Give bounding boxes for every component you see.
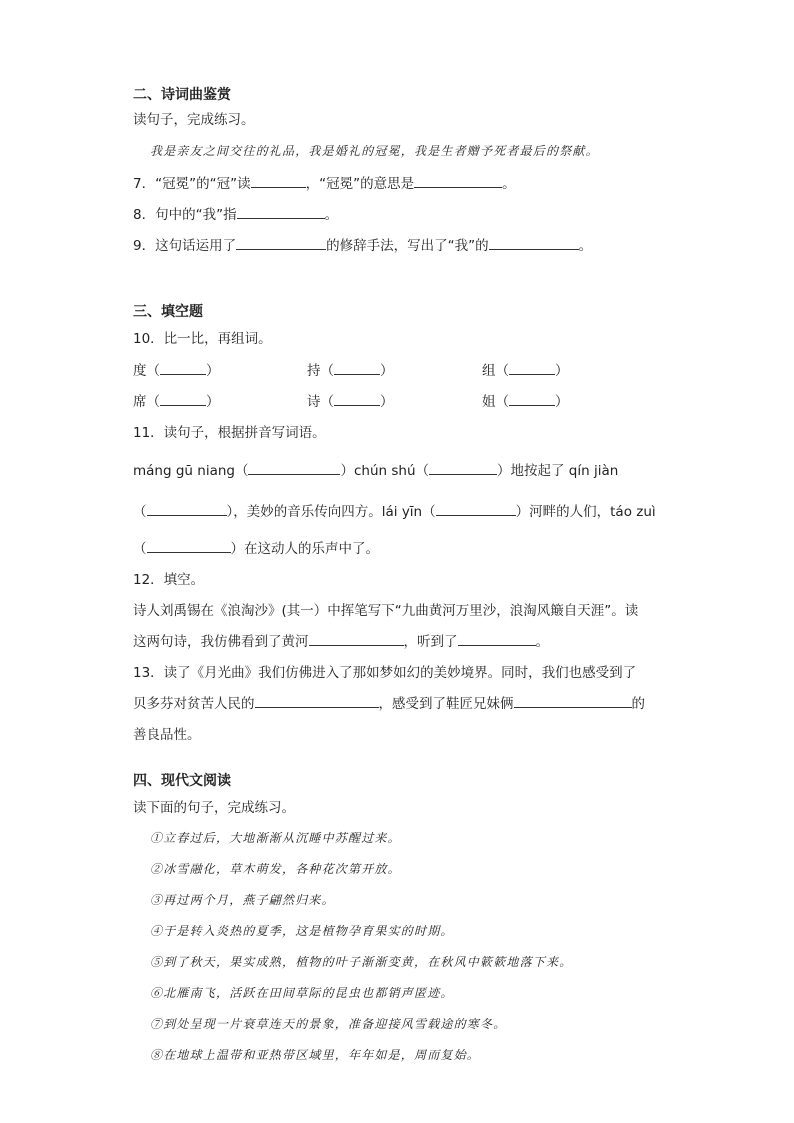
q12-line-2 [133,630,549,650]
q11-text: （ [133,541,147,557]
reading-sentence: ⑤到了秋天，果实成熟，植物的叶子渐渐变黄，在秋风中簌簌地落下来。 [150,955,573,969]
section-heading-reading: 四、现代文阅读 [133,773,231,789]
paren-close: ） [380,394,394,410]
char-label: 组（ [482,363,509,379]
q13-blank-1[interactable] [255,694,379,708]
reading-sentence: ①立春过后，大地渐渐从沉睡中苏醒过来。 [150,831,401,845]
q10-blank[interactable] [160,361,206,375]
question-8 [133,203,338,223]
q12-text: ，听到了 [403,634,458,650]
q11-text: ）地按起了 qín jiàn [497,463,619,479]
q11-text: （ [133,504,147,520]
reading-sentence: ④于是转入炎热的夏季，这是植物孕育果实的时期。 [150,924,454,938]
q10-blank[interactable] [334,392,380,406]
q10-blank[interactable] [509,361,555,375]
q10-item-2 [307,359,394,379]
question-12: 12．填空。 [133,572,205,588]
q12-blank-see[interactable] [309,632,404,646]
char-label: 度（ [133,363,160,379]
q7-blank-meaning[interactable] [414,174,502,188]
q9-blank-trait[interactable] [489,236,579,250]
q11-blank-1[interactable] [248,461,340,475]
reading-sentence: ⑦到处呈现一片衰草连天的景象，准备迎接风雪载途的寒冬。 [150,1017,507,1031]
question-9 [133,234,592,254]
q11-text: máng gū niang（ [133,463,249,479]
q12-line-1: 诗人刘禹锡在《浪淘沙》(其一）中挥笔写下“九曲黄河万里沙，浪淘风簸自天涯”。读 [133,603,639,619]
q9-blank-rhetoric[interactable] [236,236,326,250]
q11-blank-4[interactable] [436,502,516,516]
paren-close: ） [206,394,220,410]
q11-line-1 [133,459,618,479]
q10-item-4 [133,390,220,410]
q11-blank-2[interactable] [429,461,497,475]
q10-item-1 [133,359,220,379]
q11-line-3 [133,537,379,557]
q9-text-b: 的修辞手法，写出了“我”的 [326,238,489,254]
q8-text-b: 。 [324,207,339,223]
question-10: 10．比一比，再组词。 [133,331,272,347]
char-label: 姐（ [482,394,509,410]
q13-text: 贝多芬对贫苦人民的 [133,696,255,712]
instruction-text: 读下面的句子，完成练习。 [133,800,295,816]
section-heading-poetry: 二、诗词曲鉴赏 [133,87,231,103]
section-heading-fill: 三、填空题 [133,304,203,320]
q11-blank-3[interactable] [147,502,227,516]
char-label: 诗（ [307,394,334,410]
q8-text-a: 8．句中的“我”指 [133,207,237,223]
q8-blank[interactable] [237,205,325,219]
q10-item-5 [307,390,394,410]
q12-blank-hear[interactable] [458,632,536,646]
quote-sentence: 我是亲友之间交往的礼品，我是婚礼的冠冕，我是生者赠予死者最后的祭献。 [150,144,599,158]
q11-text: ）河畔的人们，táo zuì [515,504,656,520]
reading-sentence: ⑧在地球上温带和亚热带区域里，年年如是，周而复始。 [150,1048,481,1062]
reading-sentence: ③再过两个月，燕子翩然归来。 [150,893,335,907]
reading-sentence: ⑥北雁南飞，活跃在田间草际的昆虫也都销声匿迹。 [150,986,454,1000]
q7-text-c: 。 [502,176,516,192]
char-label: 持（ [307,363,334,379]
q13-line-1: 13．读了《月光曲》我们仿佛进入了那如梦如幻的美妙境界。同时，我们也感受到了 [133,665,637,681]
q13-text: ，感受到了鞋匠兄妹俩 [378,696,514,712]
q11-text: ）在这动人的乐声中了。 [230,541,379,557]
q13-line-2 [133,692,645,712]
q11-blank-5[interactable] [147,539,231,553]
q7-blank-reading[interactable] [251,174,306,188]
q11-text: ），美妙的音乐传向四方。lái yīn（ [226,504,436,520]
char-label: 席（ [133,394,160,410]
q13-text: 的 [631,696,645,712]
q11-line-2 [133,500,656,520]
q10-blank[interactable] [160,392,206,406]
question-11: 11．读句子，根据拼音写词语。 [133,425,326,441]
q10-blank[interactable] [334,361,380,375]
q11-text: ）chún shú（ [340,463,429,479]
instruction-text: 读句子，完成练习。 [133,112,255,128]
q7-text-b: ，“冠冕”的意思是 [305,176,415,192]
q10-item-6 [482,390,569,410]
q10-item-3 [482,359,569,379]
paren-close: ） [380,363,394,379]
paren-close: ） [555,394,569,410]
q7-text-a: 7．“冠冕”的“冠”读 [133,176,251,192]
q9-text-a: 9．这句话运用了 [133,238,237,254]
paren-close: ） [206,363,220,379]
q10-blank[interactable] [509,392,555,406]
q12-text: 这两句诗，我仿佛看到了黄河 [133,634,309,650]
q9-text-c: 。 [578,238,593,254]
question-7 [133,172,516,192]
q13-blank-2[interactable] [514,694,632,708]
paren-close: ） [555,363,569,379]
reading-sentence: ②冰雪融化，草木萌发，各种花次第开放。 [150,862,401,876]
q13-line-3: 善良品性。 [133,727,201,743]
q12-text: 。 [535,634,549,650]
